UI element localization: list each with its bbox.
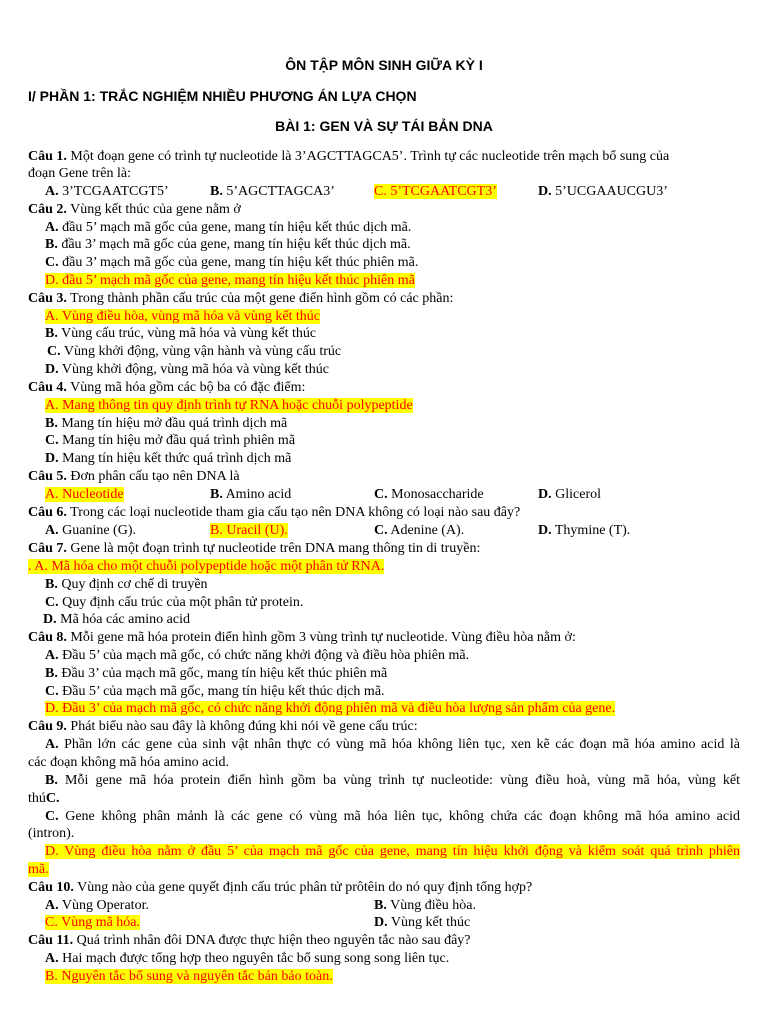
- q3-option-a-answer: A. Vùng điều hòa, vùng mã hóa và vùng kết thúc: [45, 309, 321, 324]
- q9-option-b-cont: thúC.: [28, 791, 60, 806]
- q7-option-d: D. Mã hóa các amino acid: [43, 612, 190, 627]
- q7-option-b: B. Quy định cơ chế di truyền: [45, 577, 208, 592]
- page-title: ÔN TẬP MÔN SINH GIỮA KỲ I: [285, 57, 483, 73]
- q1-option-c-answer: C. 5’TCGAATCGT3’: [374, 184, 497, 199]
- question-6: Câu 6. Trong các loại nucleotide tham gia cấu tạo nên DNA không có loại nào sau đây?: [28, 505, 521, 520]
- q1-option-a: A. 3’TCGAATCGT5’: [45, 184, 169, 199]
- q9-option-a-cont: các đoạn không mã hóa amino acid.: [28, 755, 229, 770]
- q11-option-a: A. Hai mạch được tổng hợp theo nguyên tắc bổ sung song song liên tục.: [45, 951, 450, 966]
- q2-option-d-answer: D. đầu 5’ mạch mã gốc của gene, mang tín hiệu kết thúc phiên mã: [45, 273, 415, 288]
- q3-option-b: B. Vùng cấu trúc, vùng mã hóa và vùng kết thúc: [45, 326, 317, 341]
- q6-option-b-answer: B. Uracil (U).: [210, 523, 288, 538]
- q4-option-d: D. Mang tín hiệu kết thức quá trình dịch mã: [45, 451, 292, 466]
- q7-option-c: C. Quy định cấu trúc của một phân tử protein.: [45, 595, 304, 610]
- question-4: Câu 4. Vùng mã hóa gồm các bộ ba có đặc điểm:: [28, 380, 306, 395]
- q8-option-c: C. Đầu 5’ của mạch mã gốc, mang tín hiệu kết thúc dịch mã.: [45, 684, 385, 699]
- q8-option-d-answer: D. Đầu 3’ của mạch mã gốc, có chức năng khởi động phiên mã và điều hòa lượng sản phẩm của gene.: [45, 701, 616, 716]
- q9-option-d-answer: D. Vùng điều hòa nằm ở đầu 5’ của mạch mã gốc của gene, mang tín hiệu khởi động và kiểm soát quá trình phiên: [45, 844, 740, 859]
- question-1-cont: đoạn Gene trên là:: [28, 166, 132, 181]
- q5-option-b: B. Amino acid: [210, 487, 292, 502]
- q6-option-a: A. Guanine (G).: [45, 523, 136, 538]
- q9-option-c: C. Gene không phân mảnh là các gene có vùng mã hóa liên tục, không chứa các đoạn không mã hóa amino acid: [45, 809, 740, 824]
- q2-option-c: C. đầu 3’ mạch mã gốc của gene, mang tín hiệu kết thúc phiên mã.: [45, 255, 419, 270]
- question-10: Câu 10. Vùng nào của gene quyết định cấu trúc phân tử prôtêin do nó quy định tổng hợp?: [28, 880, 533, 895]
- question-7: Câu 7. Gene là một đoạn trình tự nucleotide trên DNA mang thông tin di truyền:: [28, 541, 481, 556]
- q5-option-d: D. Glicerol: [538, 487, 601, 502]
- q10-option-d: D. Vùng kết thúc: [374, 915, 471, 930]
- q2-option-b: B. đầu 3’ mạch mã gốc của gene, mang tín hiệu kết thúc dịch mã.: [45, 237, 411, 252]
- question-11: Câu 11. Quá trình nhân đôi DNA được thực hiện theo nguyên tắc nào sau đây?: [28, 933, 471, 948]
- q5-option-c: C. Monosaccharide: [374, 487, 484, 502]
- q7-option-a-answer: . A. Mã hóa cho một chuỗi polypeptide hoặc một phân tử RNA.: [28, 559, 385, 574]
- q1-option-b: B. 5’AGCTTAGCA3’: [210, 184, 335, 199]
- q6-option-d: D. Thymine (T).: [538, 523, 631, 538]
- q3-option-c: C. Vùng khởi động, vùng vận hành và vùng cấu trúc: [47, 344, 342, 359]
- lesson-heading: BÀI 1: GEN VÀ SỰ TÁI BẢN DNA: [275, 118, 493, 134]
- q6-option-c: C. Adenine (A).: [374, 523, 465, 538]
- q4-option-a-answer: A. Mang thông tin quy định trình tự RNA hoặc chuỗi polypeptide: [45, 398, 413, 413]
- q9-option-d-answer-cont: mã.: [28, 862, 49, 877]
- question-9: Câu 9. Phát biểu nào sau đây là không đúng khi nói về gene cấu trúc:: [28, 719, 418, 734]
- q4-option-b: B. Mang tín hiệu mở đầu quá trình dịch mã: [45, 416, 288, 431]
- q9-option-c-cont: (intron).: [28, 826, 75, 841]
- section-heading: I/ PHẦN 1: TRẮC NGHIỆM NHIỀU PHƯƠNG ÁN LỰA CHỌN: [28, 88, 417, 104]
- q5-option-a-answer: A. Nucleotide: [45, 487, 124, 502]
- question-1: Câu 1. Một đoạn gene có trình tự nucleotide là 3’AGCTTAGCA5’. Trình tự các nucleotide trên mạch bổ sung của: [28, 149, 670, 164]
- question-2: Câu 2. Vùng kết thúc của gene nằm ở: [28, 202, 241, 217]
- q1-option-d: D. 5’UCGAAUCGU3’: [538, 184, 668, 199]
- q11-option-b-answer: B. Nguyên tắc bổ sung và nguyên tắc bán bảo toàn.: [45, 969, 333, 984]
- question-8: Câu 8. Mỗi gene mã hóa protein điển hình gồm 3 vùng trình tự nucleotide. Vùng điều hòa nằm ở:: [28, 630, 576, 645]
- question-3: Câu 3. Trong thành phần cấu trúc của một gene điển hình gồm có các phần:: [28, 291, 454, 306]
- q8-option-a: A. Đầu 5’ của mạch mã gốc, có chức năng khởi động và điều hòa phiên mã.: [45, 648, 470, 663]
- q9-option-a: A. Phần lớn các gene của sinh vật nhân thực có vùng mã hóa không liên tục, xen kẽ các đoạn mã hóa amino acid là: [45, 737, 740, 752]
- q10-option-a: A. Vùng Operator.: [45, 898, 149, 913]
- q9-option-b: B. Mỗi gene mã hóa protein điển hình gồm ba vùng trình tự nucleotide: vùng điều hoà, vùng mã hóa, vùng kết: [45, 773, 740, 788]
- question-5: Câu 5. Đơn phân cấu tạo nên DNA là: [28, 469, 240, 484]
- q10-option-c-answer: C. Vùng mã hóa.: [45, 915, 141, 930]
- q4-option-c: C. Mang tín hiệu mở đầu quá trình phiên mã: [45, 433, 296, 448]
- q10-option-b: B. Vùng điều hòa.: [374, 898, 477, 913]
- q2-option-a: A. đầu 5’ mạch mã gốc của gene, mang tín hiệu kết thúc dịch mã.: [45, 220, 412, 235]
- q8-option-b: B. Đầu 3’ của mạch mã gốc, mang tín hiệu kết thúc phiên mã: [45, 666, 388, 681]
- q3-option-d: D. Vùng khởi động, vùng mã hóa và vùng kết thúc: [45, 362, 330, 377]
